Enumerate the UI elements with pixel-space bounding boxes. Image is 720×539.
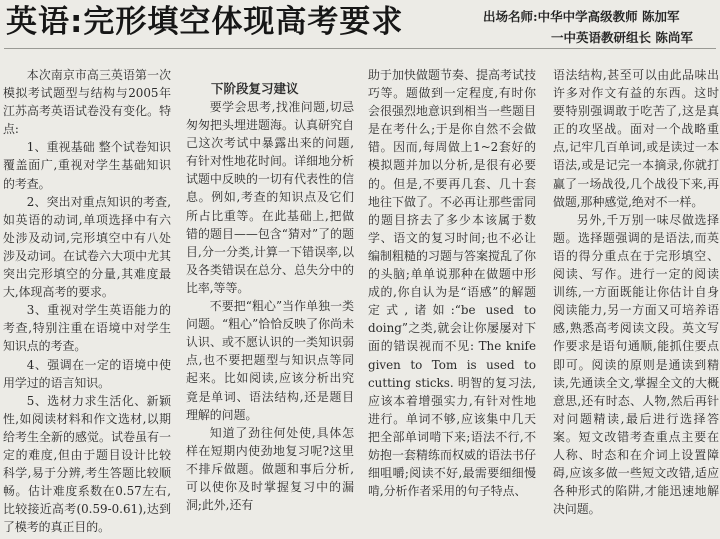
section-heading: 下阶段复习建议 — [211, 81, 299, 96]
column-2-paragraph: 不要把“粗心”当作单独一类问题。“粗心”恰恰反映了你尚未认识、或不愿认识的一类知识弱点,也不要把题型与知识点等同起来。比如阅读,应该分析出究竟是单词、语法结构,还是题目理解的问题。 — [186, 299, 354, 422]
byline-line-2: 一中英语教研组长 陈尚军 — [551, 30, 693, 45]
column-3-paragraph: 助于加快做题节奏、提高考试技巧等。题做到一定程度,有时你会很强烈地意识到相当一些题目是在考什么;于是你自然不会做错。因而,每周做上1~2套好的模拟题并加以分析,是很有必要的。但是,不要再几套、几十套地往下做了。不必再让那些雷同的题目挤去了多少本该属于数学、语文的复习时间;也不必让编制粗糙的习题与答案搅乱了你的头脑;单单说那种在做题中形成的,你自认为是“语感”的解题定式,诸如:“be used to doing”之类,就会让你屡屡对下面的错误视而不见: The knife given to Tom is used to cutting sticks. 明智的复习法,应该本着增强实力,有针对性地进行。单词不够,应该集中几天把全部单词啃下来;语法不行,不妨抱一套精练而权威的语法书仔细咀嚼;阅读不好,最需要细细慢啃,分析作者采用的句子特点、 — [368, 68, 536, 499]
column-2-paragraph: 要学会思考,找准问题,切忌匆匆把头埋进题海。认真研究自己这次考试中暴露出来的问题,有针对性地花时间。详细地分析试题中反映的一切有代表性的信息。例如,考查的知识点及它们所占比重等。在此基础上,把做错的题目——包含“猜对”了的题目,分一分类,计算一下错误率,以及各类错误在总分、总失分中的比率,等等。 — [186, 100, 354, 295]
column-4-paragraph: 另外,千万别一味尽做选择题。选择题强调的是语法,而英语的得分重点在于完形填空、阅读、写作。进行一定的阅读训练,一方面既能让你估计自身阅读能力,另一方面又可培养语感,熟悉高考阅读文段。英文写作要求是语句通顺,能抓住要点即可。阅读的原则是通读到精读,先通读全文,掌握全文的大概意思,还有时态、人物,然后再针对问题精读,最后进行选择答案。短文改错考查重点主要在人称、时态和在介词上设置障碍,应该多做一些短文改错,适应各种形式的陷阱,才能迅速地解决问题。 — [553, 212, 719, 517]
byline — [483, 6, 719, 48]
column-3 — [368, 66, 536, 500]
column-4-paragraph: 语法结构,甚至可以由此品味出许多对作文有益的东西。这时要特别强调敢于吃苦了,这是真正的攻坚战。面对一个战略重点,记牢几百单词,或是读过一本语法,或是记完一本摘录,你就打赢了一场战役,几个战役下来,再做题,那种感觉,绝对不一样。 — [553, 68, 719, 209]
column-1-paragraph: 1、重视基础 整个试卷知识覆盖面广,重视对学生基础知识的考查。 — [3, 140, 171, 191]
column-2-paragraph: 知道了劲往何处使,具体怎样在短期内使劲地复习呢?这里不排斥做题。做题和事后分析,可以使你及时掌握复习中的漏洞;此外,还有 — [186, 425, 354, 513]
column-2 — [186, 80, 354, 514]
column-1-paragraph: 2、突出对重点知识的考查,如英语的动词,单项选择中有六处涉及动词,完形填空中有八处涉及动词。在试卷六大项中尤其突出完形填空的分量,其难度最大,体现高考的要求。 — [3, 194, 171, 300]
header-rule — [4, 48, 716, 49]
column-1-paragraph: 3、重视对学生英语能力的考查,特别注重在语境中对学生知识点的考查。 — [3, 303, 171, 354]
column-4 — [553, 66, 719, 518]
column-1-paragraph: 本次南京市高三英语第一次模拟考试题型与结构与2005年江苏高考英语试卷没有变化。特点: — [3, 68, 171, 137]
column-1 — [3, 66, 171, 536]
column-1-paragraph: 5、选材力求生活化、新颖性,如阅读材料和作文选材,以期给考生全新的感觉。试卷虽有一定的难度,但由于题目设计比较科学,易于分辨,考生答题比较顺畅。估计难度系数在0.57左右,比较接近高考(0.59-0.61),达到了模考的真正目的。 — [3, 393, 171, 535]
byline-line-1: 出场名师:中华中学高级教师 陈加军 — [483, 9, 680, 24]
column-1-paragraph: 4、强调在一定的语境中使用学过的语言知识。 — [3, 357, 171, 390]
headline: 英语:完形填空体现高考要求 — [6, 4, 404, 40]
